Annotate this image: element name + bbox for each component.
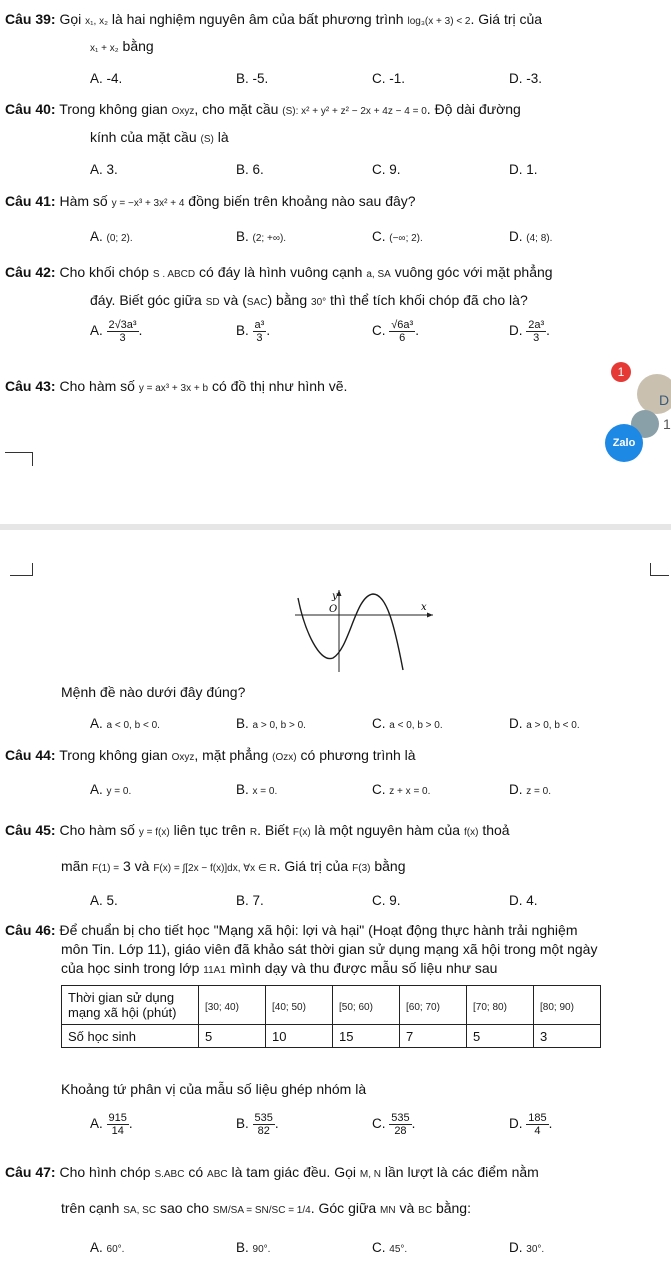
table-cell: 5: [199, 1025, 266, 1048]
fraction-numerator: 185: [528, 1112, 547, 1124]
table-cell: 3: [534, 1025, 601, 1048]
q46-option-b[interactable]: B. $\frac{535}{82}$ .: [236, 1112, 279, 1137]
q45-antiderivative: F(x): [292, 827, 311, 838]
q46-line3: [61, 960, 497, 976]
q43-option-c[interactable]: [372, 716, 443, 731]
q39-text: là hai nghiệm nguyên âm của bất phương trình: [111, 11, 404, 27]
fraction-denominator: 14: [111, 1125, 124, 1137]
q45-label: Câu 45:: [5, 822, 56, 838]
fraction-denominator: 3: [119, 332, 126, 344]
table-header-cell: Số học sinh: [62, 1025, 199, 1048]
q45-option-d[interactable]: D. 4.: [509, 893, 538, 908]
q44-label: Câu 44:: [5, 747, 56, 763]
option-value: y = 0.: [106, 786, 132, 797]
q39-expr: x₁ + x₂: [90, 43, 119, 54]
page-separator: [0, 524, 671, 530]
q47-text: trên cạnh: [61, 1200, 120, 1216]
q42-text: thì thể tích khối chóp đã cho là?: [330, 292, 528, 308]
cubic-curve: [298, 594, 403, 670]
q43-option-a[interactable]: [90, 716, 160, 731]
q43-line1: [5, 378, 347, 394]
q42-pyramid: S . ABCD: [152, 269, 196, 280]
q42-vars: a, SA: [366, 269, 391, 280]
option-value: 60°.: [106, 1244, 125, 1255]
q45-text: mãn: [61, 858, 89, 874]
fraction-denominator: 3: [256, 332, 263, 344]
option-fraction: [107, 319, 139, 344]
fraction-numerator: 2√3a³: [108, 319, 137, 331]
q45-text: bằng: [374, 858, 406, 874]
q39-text: Gọi: [59, 11, 82, 27]
q45-text: . Biết: [257, 822, 289, 838]
q45-option-c[interactable]: C. 9.: [372, 893, 401, 908]
option-value: 90°.: [252, 1244, 271, 1255]
q41-option-a[interactable]: [90, 229, 133, 244]
option-letter: A.: [90, 1240, 103, 1255]
widget-side-number: 1: [663, 416, 671, 432]
q41-option-d[interactable]: [509, 229, 552, 244]
q42-text: đáy. Biết góc giữa: [90, 292, 202, 308]
q47-text: sao cho: [159, 1200, 209, 1216]
fraction-numerator: √6a³: [391, 319, 414, 331]
q40-line1: [5, 101, 521, 117]
q44-text: Trong không gian: [59, 747, 168, 763]
q46-data-table: [61, 985, 601, 1048]
q42-text: Cho khối chóp: [59, 264, 149, 280]
option-fraction: [253, 319, 267, 344]
q47-line2: [61, 1200, 471, 1216]
q44-plane: (Ozx): [272, 752, 297, 763]
q43-text: có đồ thị như hình vẽ.: [211, 378, 348, 394]
q39-line2: [90, 38, 154, 54]
q40-option-a[interactable]: A. 3.: [90, 162, 118, 177]
q41-option-c[interactable]: [372, 229, 423, 244]
notification-badge: 1: [611, 362, 631, 382]
q47-ratio: SM/SA = SN/SC = 1/4: [212, 1205, 311, 1216]
table-cell: 5: [467, 1025, 534, 1048]
q47-base: ABC: [207, 1169, 228, 1180]
q45-integral: F(x) = ∫[2x − f(x)]dx, ∀x ∈ R: [153, 863, 277, 874]
q43-option-b[interactable]: [236, 716, 306, 731]
q44-space: Oxyz: [171, 752, 195, 763]
q45-option-b[interactable]: B. 7.: [236, 893, 264, 908]
q40-option-b[interactable]: B. 6.: [236, 162, 264, 177]
table-cell: [266, 986, 333, 1025]
option-letter: C.: [372, 229, 386, 244]
option-letter: B.: [236, 716, 249, 731]
q42-text: vuông góc với mặt phẳng: [394, 264, 553, 280]
q40-option-d[interactable]: D. 1.: [509, 162, 538, 177]
q43-function: y = ax³ + 3x + b: [138, 383, 209, 394]
option-letter: B.: [236, 1116, 249, 1132]
q47-option-b[interactable]: [236, 1240, 270, 1255]
fraction-denominator: 82: [257, 1125, 270, 1137]
option-value: (2; +∞).: [252, 233, 287, 244]
q41-option-b[interactable]: [236, 229, 286, 244]
q47-points: M, N: [359, 1169, 381, 1180]
option-letter: D.: [509, 716, 523, 731]
q46-option-a[interactable]: A. $\frac{915}{14}$ .: [90, 1112, 133, 1137]
q42-label: Câu 42:: [5, 264, 56, 280]
q45-text: 3 và: [122, 858, 150, 874]
q47-label: Câu 47:: [5, 1164, 56, 1180]
q45-line2: [61, 858, 406, 874]
y-axis-label: y: [332, 591, 338, 602]
option-letter: C.: [372, 716, 386, 731]
table-header-cell: Thời gian sử dụng mạng xã hội (phút): [62, 986, 199, 1025]
q40-text: , cho mặt cầu: [194, 101, 279, 117]
q47-option-d[interactable]: [509, 1240, 544, 1255]
q41-text: Hàm số: [59, 193, 108, 209]
option-value: (0; 2).: [106, 233, 133, 244]
table-cell: 15: [333, 1025, 400, 1048]
fraction-denominator: 3: [533, 332, 540, 344]
option-letter: C.: [372, 1240, 386, 1255]
option-letter: B.: [236, 229, 249, 244]
q46-class: 11A1: [203, 965, 226, 976]
q41-line1: [5, 193, 416, 209]
x-axis-arrow: [427, 613, 433, 618]
q39-inequality: log₃(x + 3) < 2: [407, 16, 471, 27]
q46-text: mình dạy và thu được mẫu số liệu như sau: [229, 960, 498, 976]
q44-line1: [5, 747, 416, 763]
table-row: [62, 1025, 601, 1048]
q40-option-c[interactable]: C. 9.: [372, 162, 401, 177]
fraction-numerator: 2a³: [528, 319, 545, 331]
q40-sphere: (S): [200, 134, 214, 145]
q46-line1: [5, 922, 577, 938]
q42-sd: SD: [205, 297, 220, 308]
q47-text: lần lượt là các điểm nằm: [384, 1164, 539, 1180]
q44-option-c[interactable]: [372, 782, 430, 797]
q44-option-b[interactable]: [236, 782, 277, 797]
q45-text: thoả: [482, 822, 510, 838]
q42-option-c[interactable]: C. $\frac{\text{√6a³}}{6}$ .: [372, 319, 419, 344]
option-letter: A.: [90, 229, 103, 244]
option-letter: D.: [509, 1240, 523, 1255]
option-value: z + x = 0.: [389, 786, 431, 797]
fraction-denominator: 4: [534, 1125, 541, 1137]
scan-corner-mark: [10, 563, 33, 576]
q43-option-d[interactable]: [509, 716, 580, 731]
q39-vars: x₁, x₂: [85, 16, 108, 27]
q39-option-a[interactable]: A. -4.: [90, 71, 123, 86]
q45-f1: F(1) =: [92, 863, 120, 874]
q47-text: Cho hình chóp: [59, 1164, 151, 1180]
option-letter: D.: [509, 782, 523, 797]
fraction-numerator: a³: [254, 319, 265, 331]
q42-text: và (: [223, 292, 247, 308]
option-value: a > 0, b > 0.: [252, 720, 306, 731]
option-value: 30°.: [526, 1244, 545, 1255]
q45-domain: R: [249, 827, 258, 838]
fraction-numerator: 535: [391, 1112, 410, 1124]
option-fraction: [526, 319, 546, 344]
q42-text: ) bằng: [267, 292, 308, 308]
q40-space: Oxyz: [171, 106, 195, 117]
q39-option-d[interactable]: D. -3.: [509, 71, 543, 86]
option-fraction: [526, 1112, 548, 1137]
q42-line2: [90, 292, 528, 308]
q42-option-b[interactable]: B. $\frac{\text{a³}}{3}$ .: [236, 319, 271, 344]
q43-question: Mệnh đề nào dưới đây đúng?: [61, 684, 246, 700]
option-value: z = 0.: [526, 786, 552, 797]
q46-line2: môn Tin. Lớp 11), giáo viên đã khảo sát thời gian sử dụng mạng xã hội trong một ngày: [61, 941, 598, 957]
interval: [60; 70): [406, 1001, 440, 1013]
q43-text: Cho hàm số: [59, 378, 135, 394]
table-row: [62, 986, 601, 1025]
q39-text: bằng: [122, 38, 154, 54]
q39-line1: [5, 11, 542, 27]
q47-bc: BC: [418, 1205, 433, 1216]
interval: [50; 60): [339, 1001, 373, 1013]
q45-text: liên tục trên: [173, 822, 246, 838]
q47-option-a[interactable]: [90, 1240, 124, 1255]
interval: [30; 40): [205, 1001, 239, 1013]
option-letter: B.: [236, 323, 249, 339]
q40-equation: (S): x² + y² + z² − 2x + 4z − 4 = 0: [282, 106, 427, 117]
option-letter: D.: [509, 229, 523, 244]
option-fraction: [253, 1112, 275, 1137]
q40-text: Trong không gian: [59, 101, 168, 117]
option-value: a > 0, b < 0.: [526, 720, 580, 731]
option-fraction: [389, 319, 415, 344]
q47-text: là tam giác đều. Gọi: [231, 1164, 356, 1180]
option-letter: A.: [90, 323, 103, 339]
q39-option-c[interactable]: C. -1.: [372, 71, 406, 86]
q46-text: của học sinh trong lớp: [61, 960, 200, 976]
q46-question: Khoảng tứ phân vị của mẫu số liệu ghép nhóm là: [61, 1081, 367, 1097]
table-cell: [333, 986, 400, 1025]
q39-text: . Giá trị của: [470, 11, 543, 27]
option-value: (4; 8).: [526, 233, 553, 244]
scan-corner-mark: [650, 563, 669, 576]
option-letter: D.: [509, 1116, 523, 1132]
q47-text: bằng:: [435, 1200, 471, 1216]
q42-line1: [5, 264, 553, 280]
q44-option-a[interactable]: [90, 782, 131, 797]
x-axis-label: x: [421, 602, 427, 613]
option-letter: A.: [90, 1116, 103, 1132]
q45-f3: F(3): [352, 863, 371, 874]
q42-option-a[interactable]: A. $\frac{\text{2√3a³}}{3}$ .: [90, 319, 143, 344]
q47-text: . Góc giữa: [310, 1200, 377, 1216]
option-letter: A.: [90, 782, 103, 797]
option-letter: C.: [372, 782, 386, 797]
q45-fx: f(x): [463, 827, 479, 838]
origin-label: O: [329, 604, 338, 615]
option-value: a < 0, b > 0.: [389, 720, 443, 731]
option-value: a < 0, b < 0.: [106, 720, 160, 731]
q46-text: Để chuẩn bị cho tiết học "Mạng xã hội: lợi và hại" (Hoạt động thực hành trải nghiệm: [59, 922, 578, 938]
table-cell: [199, 986, 266, 1025]
table-cell: [534, 986, 601, 1025]
q45-line1: [5, 822, 510, 838]
option-letter: D.: [509, 323, 523, 339]
option-fraction: [107, 1112, 129, 1137]
q46-option-c[interactable]: C. $\frac{535}{28}$ .: [372, 1112, 416, 1137]
table-cell: [400, 986, 467, 1025]
option-value: x = 0.: [252, 786, 278, 797]
q40-text: kính của mặt cầu: [90, 129, 197, 145]
q47-pyramid: S.ABC: [154, 1169, 185, 1180]
fraction-denominator: 28: [394, 1125, 407, 1137]
zalo-button[interactable]: Zalo: [605, 424, 643, 462]
q42-option-d[interactable]: D. $\frac{\text{2a³}}{3}$ .: [509, 319, 550, 344]
table-cell: 7: [400, 1025, 467, 1048]
q40-label: Câu 40:: [5, 101, 56, 117]
interval: [80; 90): [540, 1001, 574, 1013]
option-letter: A.: [90, 716, 103, 731]
q42-text: có đáy là hình vuông cạnh: [199, 264, 363, 280]
q45-option-a[interactable]: A. 5.: [90, 893, 118, 908]
table-cell: 10: [266, 1025, 333, 1048]
scan-corner-mark: [32, 452, 33, 466]
q40-line2: [90, 129, 229, 145]
q42-angle: 30°: [311, 297, 327, 308]
widget-side-letter: D: [659, 392, 670, 408]
q39-option-b[interactable]: B. -5.: [236, 71, 269, 86]
option-letter: C.: [372, 323, 386, 339]
q46-label: Câu 46:: [5, 922, 56, 938]
q44-text: có phương trình là: [300, 747, 416, 763]
q44-option-d[interactable]: [509, 782, 551, 797]
q45-text: Cho hàm số: [59, 822, 135, 838]
q40-text: là: [217, 129, 229, 145]
q41-function: y = −x³ + 3x² + 4: [111, 198, 185, 209]
q45-text: . Giá trị của: [276, 858, 349, 874]
interval: [40; 50): [272, 1001, 306, 1013]
option-letter: C.: [372, 1116, 386, 1132]
q44-text: , mặt phẳng: [194, 747, 269, 763]
scan-corner-mark: [5, 452, 33, 453]
fraction-numerator: 915: [108, 1112, 127, 1124]
q47-edges: SA, SC: [123, 1205, 157, 1216]
zalo-floating-widget[interactable]: [605, 362, 671, 462]
interval: [70; 80): [473, 1001, 507, 1013]
q41-label: Câu 41:: [5, 193, 56, 209]
q39-label: Câu 39:: [5, 11, 56, 27]
q43-graph: [295, 588, 435, 673]
q41-text: đồng biến trên khoảng nào sau đây?: [188, 193, 416, 209]
q47-mn: MN: [380, 1205, 396, 1216]
option-letter: B.: [236, 782, 249, 797]
q47-option-c[interactable]: [372, 1240, 407, 1255]
fraction-numerator: 535: [254, 1112, 273, 1124]
q43-label: Câu 43:: [5, 378, 56, 394]
q47-line1: [5, 1164, 539, 1180]
q45-function: y = f(x): [138, 827, 170, 838]
table-cell: [467, 986, 534, 1025]
option-value: 45°.: [389, 1244, 408, 1255]
q42-sac: SAC: [246, 297, 268, 308]
q45-text: là một nguyên hàm của: [314, 822, 461, 838]
q47-text: và: [399, 1200, 415, 1216]
fraction-denominator: 6: [399, 332, 406, 344]
option-value: (−∞; 2).: [389, 233, 423, 244]
q46-option-d[interactable]: D. $\frac{185}{4}$ .: [509, 1112, 553, 1137]
option-letter: B.: [236, 1240, 249, 1255]
q40-text: . Độ dài đường: [426, 101, 521, 117]
option-fraction: [389, 1112, 411, 1137]
q47-text: có: [188, 1164, 204, 1180]
